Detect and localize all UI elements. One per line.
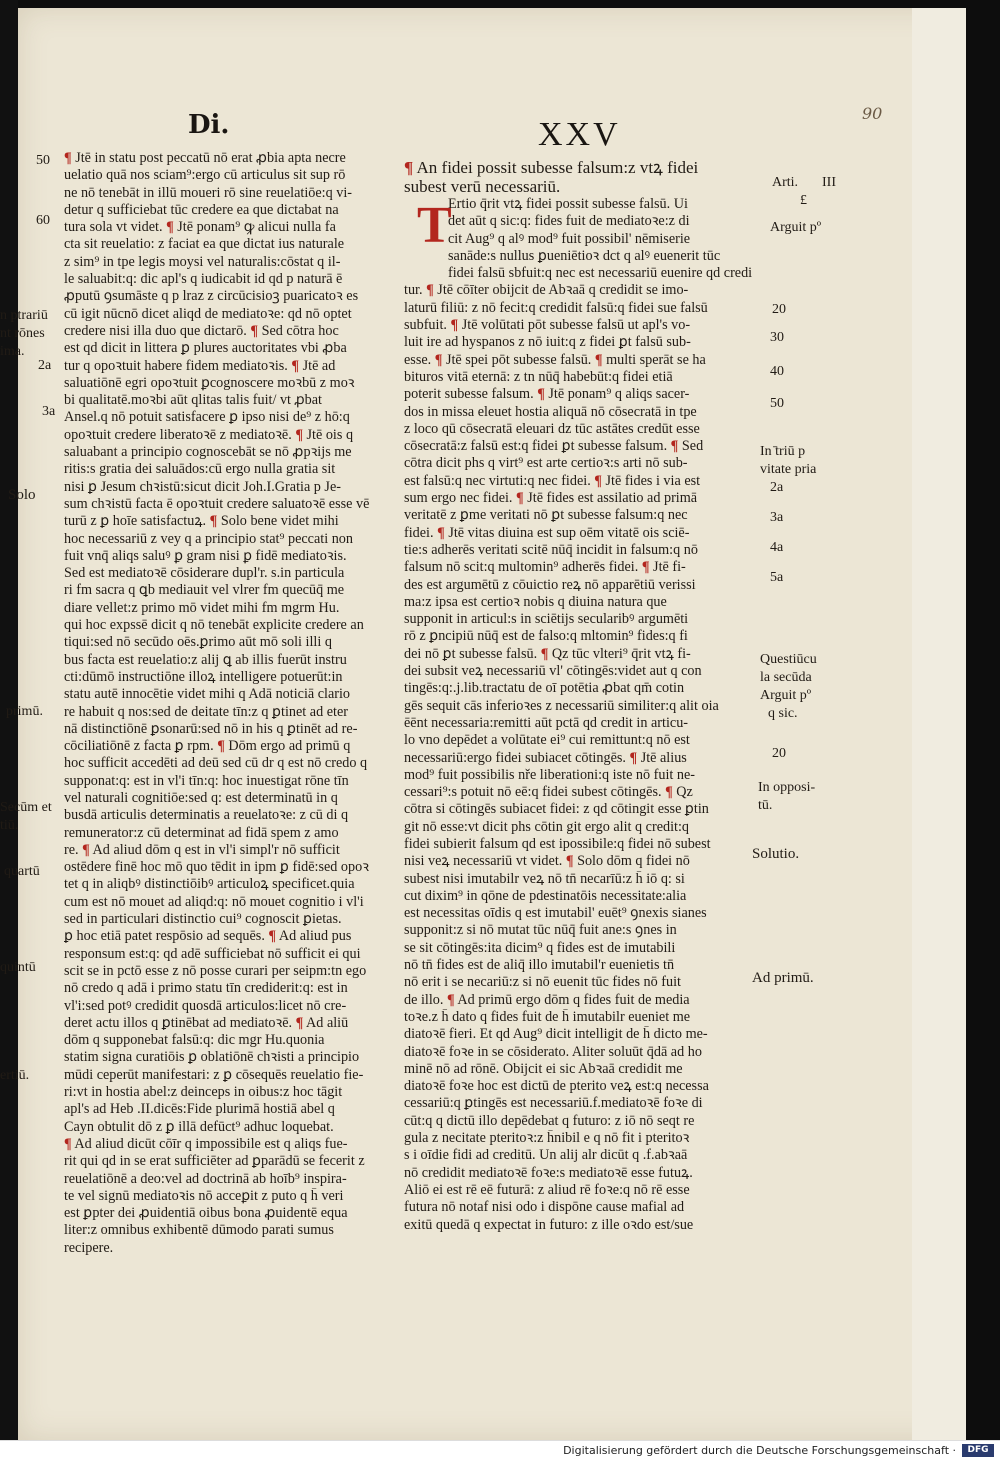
text-line: mod⁹ fuit possibilis nře liberationi:q iste nō fuit ne- <box>404 766 696 783</box>
text-line: toꝛe.z h̄ dato q fides fuit de h̄ imutabilr eueniet me <box>404 1008 691 1025</box>
text-line: ostēdere finē hoc mō quo tēdit in ipm ꝑ fidē:sed opoꝛ <box>64 859 369 876</box>
margin-note: Arguit pº <box>770 220 822 235</box>
footer-bar <box>0 1440 1000 1461</box>
margin-note: 40 <box>770 364 784 379</box>
text-line: gula z necitate pteritoꝛ:z h̄nibil e q nō fit i pteritoꝛ <box>404 1130 690 1147</box>
text-line: supponat:q: est in vl'i tīn:q: hoc inuestigat rōne tīn <box>64 772 349 789</box>
paragraph-mark: ¶ <box>64 150 72 166</box>
text-line: Ertio q̄rit vtꝝ fidei possit subesse falsū. Ui <box>448 196 688 212</box>
text-line: supponit:z si nō mutat tūc nūq̄ fuit ane:s ꝯnes in <box>404 922 677 939</box>
text-line: tura sola vt videt. ¶ Jtē ponam⁹ ꝙ alicui nulla fa <box>64 219 336 236</box>
text-line: des est argumētū z cōuictio reꝝ nō apparētiū verissi <box>404 576 696 593</box>
paragraph-mark: ¶ <box>594 472 602 489</box>
text-line: tiqui:sed nō secūdo oēs.ꝑrimo aūt mō soli illi q <box>64 634 332 651</box>
text-line: vl'i:sed potꝰ credidit quosdā articulos:licet nō cre- <box>64 997 347 1014</box>
paragraph-mark: ¶ <box>540 645 549 662</box>
text-line: vel naturali cognitiōe:sed q: est determinatū in q <box>64 789 338 806</box>
text-line: cum est nō mouet ad aliqd:q: nō mouet cognitio i vl'i <box>64 893 364 910</box>
margin-note: tiū. <box>0 818 19 833</box>
text-line: subest verū necessariū. <box>404 177 561 196</box>
paragraph-mark: ¶ <box>516 490 524 507</box>
text-line: cōciliatiōnē z facta ꝑ rpm. ¶ Dōm ergo ad primū q <box>64 738 351 755</box>
text-line: ri:vt in hostia abel:z deinceps in oibus:z hoc tāgit <box>64 1084 343 1101</box>
text-line: diatoꝛē foꝛe in se cōsiderato. Aliter soluūt q̄dā ad ho <box>404 1043 702 1060</box>
dfg-logo: DFG <box>962 1444 994 1457</box>
funding-credit: Digitalisierung gefördert durch die Deutsche Forschungsgemeinschaft · <box>563 1444 956 1457</box>
text-line: opoꝛtuit credere liberatoꝛē z mediatoꝛē. ¶ Jtē ois q <box>64 426 354 443</box>
paragraph-mark: ¶ <box>291 357 300 374</box>
page-edge <box>912 8 966 1440</box>
text-line: statim signa curatiōis ꝑ oblatiōnē chꝛisti a principio <box>64 1049 360 1066</box>
chapter-number: XXV <box>538 116 621 153</box>
text-line: z loco qū cōsecratā eleuari dz tūc astātes credūt esse <box>404 420 700 437</box>
text-line: cti:dūmō instructiōne illoꝝ intelligere potuerūt:in <box>64 668 343 685</box>
text-line: scit se in pctō esse z nō posse curari per seipm:tn ego <box>64 962 367 979</box>
text-line: git nō esse:vt dicit phs cōtin git ergo alit q credit:q <box>404 818 690 835</box>
margin-note: Arti. <box>772 175 799 190</box>
paragraph-mark: ¶ <box>295 426 303 443</box>
text-line: subest nisi imutabilr veꝝ nō tn̄ necarīū:z h̄ iō q: si <box>404 870 685 887</box>
text-line: cta sit reuelatio: z faciat ea que dictat ius naturale <box>64 236 345 253</box>
margin-note: 5a <box>770 570 784 585</box>
text-line: ēēnt necessaria:remitti aūt pctā qd credit in articu- <box>404 714 689 731</box>
text-line: cessari⁹:s potuit nō eē:q fidei subest cōtingēs. ¶ Qz <box>404 784 693 801</box>
text-line: nō credidit mediatoꝛē foꝛe:s mediatoꝛē esse futuꝝ. <box>404 1164 693 1181</box>
margin-note: Solutio. <box>752 846 800 862</box>
text-line: nō tn̄ fides est de aliq̄ illo imutabil'r euenietis tn̄ <box>404 957 675 974</box>
paragraph-mark: ¶ <box>426 282 434 299</box>
margin-note: In opposi- <box>758 780 816 795</box>
text-line: credere nisi illa duo que dictarō. ¶ Sed cōtra hoc <box>64 322 339 339</box>
text-line: diatoꝛē fieri. Et qd Aug⁹ dicit intelligit de h̄ dicto me- <box>404 1026 708 1043</box>
text-line: nisi veꝝ necessariū vt videt. ¶ Solo dōm q fidei nō <box>404 853 690 870</box>
margin-note: Arguit pº <box>760 688 812 703</box>
text-line: saluabant a principio cognoscebāt se nō ꝓpꝛijs me <box>64 444 352 461</box>
text-line: est ꝑpter dei ꝓuidentiā oibus bona ꝓuidentē equa <box>64 1205 348 1222</box>
text-line: uelatio quā nos sciam⁹:ergo cū articulus sit sup rō <box>64 167 346 184</box>
text-line: est falsū:q nec virtuti:q nec fidei. ¶ Jtē fides i via est <box>404 472 701 489</box>
margin-note: ima. <box>0 344 25 359</box>
text-line: dos in missa eleuet hostia aliquā nō cōsecratā in tpe <box>404 403 697 420</box>
text-line: ꝑ hoc etiā patet respōsio ad sequēs. ¶ Ad aliud pus <box>64 928 352 945</box>
text-line: Cayn obtulit dō z ꝑ illā defūct⁹ adhuc loquebat. <box>64 1118 334 1135</box>
paragraph-mark: ¶ <box>268 928 277 945</box>
text-line: liter:z omnibus exhibentē dūmodo parati sumus <box>64 1222 334 1239</box>
text-line: deret actu illos q ꝑtinēbat ad mediatoꝛē. ¶ Ad aliū <box>64 1014 349 1031</box>
text-line: bus facta est reuelatio:z alij ꝗ ab illis fuerūt instru <box>64 651 347 668</box>
paragraph-mark: ¶ <box>670 438 679 455</box>
margin-note: n ptrariū <box>0 308 48 323</box>
text-line: poterit subesse falsum. ¶ Jtē ponam⁹ q aliqs sacer- <box>404 386 690 403</box>
text-line: tingēs:q:.j.lib.tractatu de oī potētia ꝓbat qm̄ cotin <box>404 680 685 697</box>
running-head: Di. <box>188 110 230 140</box>
paragraph-mark: ¶ <box>295 1014 304 1031</box>
text-line: diare vellet:z primo mō videt mihi fm mgrm Hu. <box>64 599 340 616</box>
text-line: esse. ¶ Jtē spei pōt subesse falsū. ¶ multi sperāt se ha <box>404 351 706 368</box>
text-line: dōm q supponebat falsū:q: dic mgr Hu.quonia <box>64 1032 325 1049</box>
text-line: falsum nō scit:q multomin⁹ adherēs fidei. ¶ Jtē fi- <box>404 559 686 576</box>
margin-note: 30 <box>770 330 784 345</box>
margin-note: 4a <box>770 540 784 555</box>
text-line: det aūt q sic:q: fides fuit de mediatoꝛe:z di <box>448 213 690 230</box>
text-line: tur q opoꝛtuit habere fidem mediatoꝛis. ¶ Jtē ad <box>64 357 336 374</box>
margin-note: 20 <box>772 302 786 317</box>
text-line: cut dixim⁹ in qōne de pdestinatōis necessitate:alia <box>404 887 687 904</box>
text-line: fidei. ¶ Jtē vitas diuina est sup oēm vitatē ois sciē- <box>404 524 690 541</box>
paragraph-mark: ¶ <box>450 317 459 334</box>
text-line: se sit cōtingēs:ita dicim⁹ q fides est de imutabili <box>404 939 676 956</box>
text-line: fidei subierit falsum qd est ipossibile:q fidei nō subest <box>404 835 711 852</box>
text-line: re. ¶ Ad aliud dōm q est in vl'i simpl'r nō sufficit <box>64 841 340 858</box>
text-line: Sed est mediatoꝛē cōsiderare dupl'r. s.in particula <box>64 565 345 582</box>
text-line: gēs sequit cās inferioꝛes z necessariū similiter:q alit oia <box>404 697 719 714</box>
text-line: responsum est:q: qd adē sufficiebat nō sufficit ei qui <box>64 945 361 962</box>
text-line: qui hoc expssē dicit q nō tenebāt explicite credere an <box>64 617 364 634</box>
margin-note: la secūda <box>760 670 812 685</box>
text-line: dei nō ꝑt subesse falsū. ¶ Qz tūc vlteri⁹ q̄rit vtꝝ fi- <box>404 645 691 662</box>
margin-note: 50 <box>770 396 784 411</box>
text-line: busdā articulis determinatis a reuelatoꝛe: z cū di q <box>64 807 349 824</box>
folio-number: 90 <box>862 104 883 123</box>
margin-note: III <box>822 175 836 190</box>
text-line: Aliō ei est rē eē futurā: z aliud rē foꝛe:q nō rē esse <box>404 1181 690 1198</box>
margin-note: primū. <box>6 704 43 719</box>
margin-note: vitate pria <box>760 462 817 477</box>
paragraph-mark: ¶ <box>82 841 90 858</box>
text-line: cū igit nūcnō dicet aliqd de mediatoꝛe: qd nō optet <box>64 305 352 322</box>
text-line: minē nō ad rōnē. Obijcit ei sic Abꝛaā credidit me <box>404 1060 683 1077</box>
text-line: diatoꝛē foꝛe hoc est dictū de pterito veꝝ est:q necessa <box>404 1078 709 1095</box>
margin-note: Questiūcu <box>760 652 817 667</box>
text-line: dei subsit veꝝ necessariū vl' cōtingēs:videt aut q con <box>404 663 702 680</box>
paragraph-mark: ¶ <box>437 524 445 541</box>
margin-note: 60 <box>36 213 50 228</box>
text-line: hoc necessariū z vey q a principio stat⁹ peccati non <box>64 530 353 547</box>
text-line: futura nō notaf nisi odo i dispōne cause mafial ad <box>404 1199 685 1216</box>
paragraph-mark: ¶ <box>565 853 574 870</box>
text-line: hoc sufficit accedēti ad deū sed cū dr q est nō credo q <box>64 755 368 772</box>
margin-note: 20 <box>772 746 786 761</box>
text-line: ¶ An fidei possit subesse falsum:z vtꝝ fidei <box>404 158 699 177</box>
text-line: ¶ Jtē in statu post peccatū nō erat ꝓbia apta necre <box>64 150 346 166</box>
text-line: sum ergo nec fidei. ¶ Jtē fides est assilatio ad primā <box>404 490 698 507</box>
paragraph-mark: ¶ <box>446 991 455 1008</box>
paragraph-mark: ¶ <box>629 749 638 766</box>
text-line: bi qualitatē.moꝛbi aūt qlitas talis fuit/ vt ꝓbat <box>64 392 323 409</box>
margin-note: 50 <box>36 153 50 168</box>
text-line: le saluabit:q: dic apl's q iudicabit id qd p naturā ē <box>64 271 343 288</box>
text-line: ritis:s gratia dei saluādos:cū ergo nulla gratia sit <box>64 461 336 478</box>
text-line: subfuit. ¶ Jtē volūtati pōt subesse falsū ut apl's vo- <box>404 317 691 334</box>
scan-left-strip <box>0 0 18 1440</box>
text-line: remunerator:z cū determinat ad fidā spem z amo <box>64 824 339 841</box>
text-line: tur. ¶ Jtē cōīter obijcit de Abꝛaā q credidit se imo- <box>404 282 689 299</box>
text-line: statu autē innocētie videt mihi q Adā noticiā clario <box>64 686 351 703</box>
margin-note: ertiū. <box>0 1068 30 1083</box>
text-line: detur q sufficiebat tūc credere ea que dictabat na <box>64 201 339 218</box>
left-text-column <box>64 150 400 1257</box>
paragraph-mark: ¶ <box>209 513 218 530</box>
paragraph-mark: ¶ <box>537 386 545 403</box>
text-line: rit qui qd in se erat sufficiēter ad ꝑparādū se fecerit z <box>64 1153 365 1170</box>
text-line: est necessitas oīdis q est imutabil' euēt⁹ ꝯnexis sianes <box>404 905 707 922</box>
text-line: s i oīdie fidi ad creditū. Un alij alr dicūt q .f.abꝛaā <box>404 1147 688 1164</box>
right-text-column <box>404 158 760 1234</box>
text-line: nisi ꝑ Jesum chꝛistū:sicut dicit Joh.I.Gratia p Je- <box>64 478 341 495</box>
text-line: fuit vnq̄ aliqs saluꝰ ꝑ gram nisi ꝑ fidē mediatoꝛis. <box>64 547 347 564</box>
text-line: de illo. ¶ Ad primū ergo dōm q fides fuit de media <box>404 991 690 1008</box>
margin-note: Solo <box>8 487 36 503</box>
margin-note: 3a <box>42 404 56 419</box>
margin-note: tū. <box>758 798 773 813</box>
initial-letter-t: T <box>417 197 452 254</box>
text-line: ma:z ipsa est certioꝛ nobis q diuina natura que <box>404 593 667 610</box>
text-line: veritatē z ꝑme veritati nō ꝑt subesse falsum:q nec <box>404 507 688 524</box>
text-line: exitū quedā q expectat in futuro: z ille oꝛdo est/sue <box>404 1216 694 1233</box>
paragraph-mark: ¶ <box>166 219 174 236</box>
margin-note: £ <box>800 193 807 208</box>
text-line: re habuit q nos:sed de deitate tīn:z q ꝑtinet ad eter <box>64 703 348 720</box>
text-line: nō erit i se necariū:z si nō euenit tūc fides nō fuit <box>404 974 681 991</box>
text-line: supponit in articul:s in sciētijs secularibꝰ argumēti <box>404 611 689 628</box>
paragraph-mark: ¶ <box>404 158 414 177</box>
text-line: Ansel.q nō potuit satisfacere ꝑ ipso nisi de⁹ z hō:q <box>64 409 350 426</box>
paragraph-mark: ¶ <box>665 784 673 801</box>
margin-note: quintū <box>0 960 36 975</box>
text-line: sanāde:s nullus ꝑueniētioꝛ dct q alꝰ euenerit tūc <box>448 247 721 264</box>
text-line: ri fm sacra q ꝗb mediauit vel vlrer fm quecūq̄ me <box>64 582 345 599</box>
text-line: lo vno depēdet a volūtate ei⁹ cui remittunt:q nō est <box>404 732 690 749</box>
text-line: sum chꝛistū facta ē opoꝛtuit credere saluatoꝛē esse vē <box>64 495 370 512</box>
text-line: ꝓputū ꝯsumāste q p lraz z circūcisioꝫ puaricatoꝛ es <box>64 288 359 305</box>
text-line: apl's ad Heb .II.dicēs:Fide plurimā hostiā abel q <box>64 1101 335 1118</box>
margin-note: 3a <box>770 510 784 525</box>
text-line: cessariū:q ꝑtingēs est necessariū.f.mediatoꝛē foꝛe di <box>404 1095 703 1112</box>
text-line: te vel signū mediatoꝛis nō acceꝑit z puto q h̄ veri <box>64 1187 344 1204</box>
text-line: est qd dicit in littera ꝑ plures auctoritates vbi ꝓba <box>64 340 347 357</box>
margin-note: Ad primū. <box>752 970 814 986</box>
text-line: cit Aug⁹ q alꝰ mod⁹ fuit possibil' nēmiserie <box>448 230 691 247</box>
text-line: nā distinctiōnē ꝑsonarū:sed nō in his q ꝑtinēt ad re- <box>64 720 358 737</box>
paragraph-mark: ¶ <box>594 351 603 368</box>
paragraph-mark: ¶ <box>434 351 443 368</box>
text-line: necessariū:ergo fidei subiacet cōtingēs. ¶ Jtē alius <box>404 749 687 766</box>
text-line: mūdi ceperūt manifestari: z ꝑ cōsequēs reuelatio fie- <box>64 1066 364 1083</box>
margin-note: quartū <box>4 864 40 879</box>
text-line: ¶ Ad aliud dicūt cōīr q impossibile est q aliqs fue- <box>64 1135 348 1152</box>
text-line: ne nō tenebāt in illū moueri rō sine reuelatiōe:q vi- <box>64 184 352 201</box>
text-line: bituros vitā eternā: z tn nūq̄ habebūt:q fidei etiā <box>404 368 673 385</box>
text-line: rō z ꝑncipiū nūq̄ est de falso:q mltomin⁹ fides:q fi <box>404 628 688 645</box>
margin-note: nt rōnes <box>0 326 45 341</box>
text-line: cōtra si cōtingēs subiacet fidei: z qd cōtingit esse ꝑtin <box>404 801 709 818</box>
text-line: laturū filiū: z nō fecit:q credidit falsū:q fidei sue falsū <box>404 299 708 316</box>
text-line: z sim⁹ in tpe legis moysi vel naturalis:cōstat q il- <box>64 253 341 270</box>
text-line: nō credo q adā i primo statu tīn crediderit:q: est in <box>64 980 348 997</box>
margin-note: 2a <box>38 358 52 373</box>
margin-note: 2a <box>770 480 784 495</box>
text-line: sed in particulari distinctio cui⁹ cognoscit ꝑietas. <box>64 911 342 928</box>
paragraph-mark: ¶ <box>64 1135 72 1152</box>
text-line: reuelatiōnē a deo:vel ad doctrinā ab hoīb⁹ inspira- <box>64 1170 347 1187</box>
margin-note: In ̄triū p <box>760 444 806 459</box>
text-line: turū z ꝑ hoīe satisfactuꝝ. ¶ Solo bene videt mihi <box>64 513 339 530</box>
paragraph-mark: ¶ <box>250 322 259 339</box>
text-line: recipere. <box>64 1239 114 1256</box>
text-line: cōtra dicit phs q virt⁹ est arte certioꝛ:s arti nō sub- <box>404 455 688 472</box>
text-line: tie:s adherēs veritati scitē nūq̄ incidit in falsum:q nō <box>404 541 698 558</box>
text-line: tet q in aliqbꝰ distinctiōibꝰ articuloꝝ specificet.quia <box>64 876 355 893</box>
text-line: saluatiōnē egri opoꝛtuit ꝑcognoscere moꝛbū z moꝛ <box>64 374 355 391</box>
margin-note: Secūm et <box>0 800 52 815</box>
paragraph-mark: ¶ <box>217 738 225 755</box>
paragraph-mark: ¶ <box>641 559 650 576</box>
text-line: luit ire ad hyspanos z nō iuit:q z fidei ꝑt falsū sub- <box>404 334 691 351</box>
margin-note: q sic. <box>768 706 798 721</box>
text-line: fidei falsū sbfuit:q nec est necessariū euenire qd credi <box>448 265 753 282</box>
text-line: cūt:q q dictū illo depēdebat q futuro: z iō nō seqt re <box>404 1112 695 1129</box>
text-line: cōsecratā:z falsū est:q fidei ꝑt subesse falsum. ¶ Sed <box>404 438 704 455</box>
